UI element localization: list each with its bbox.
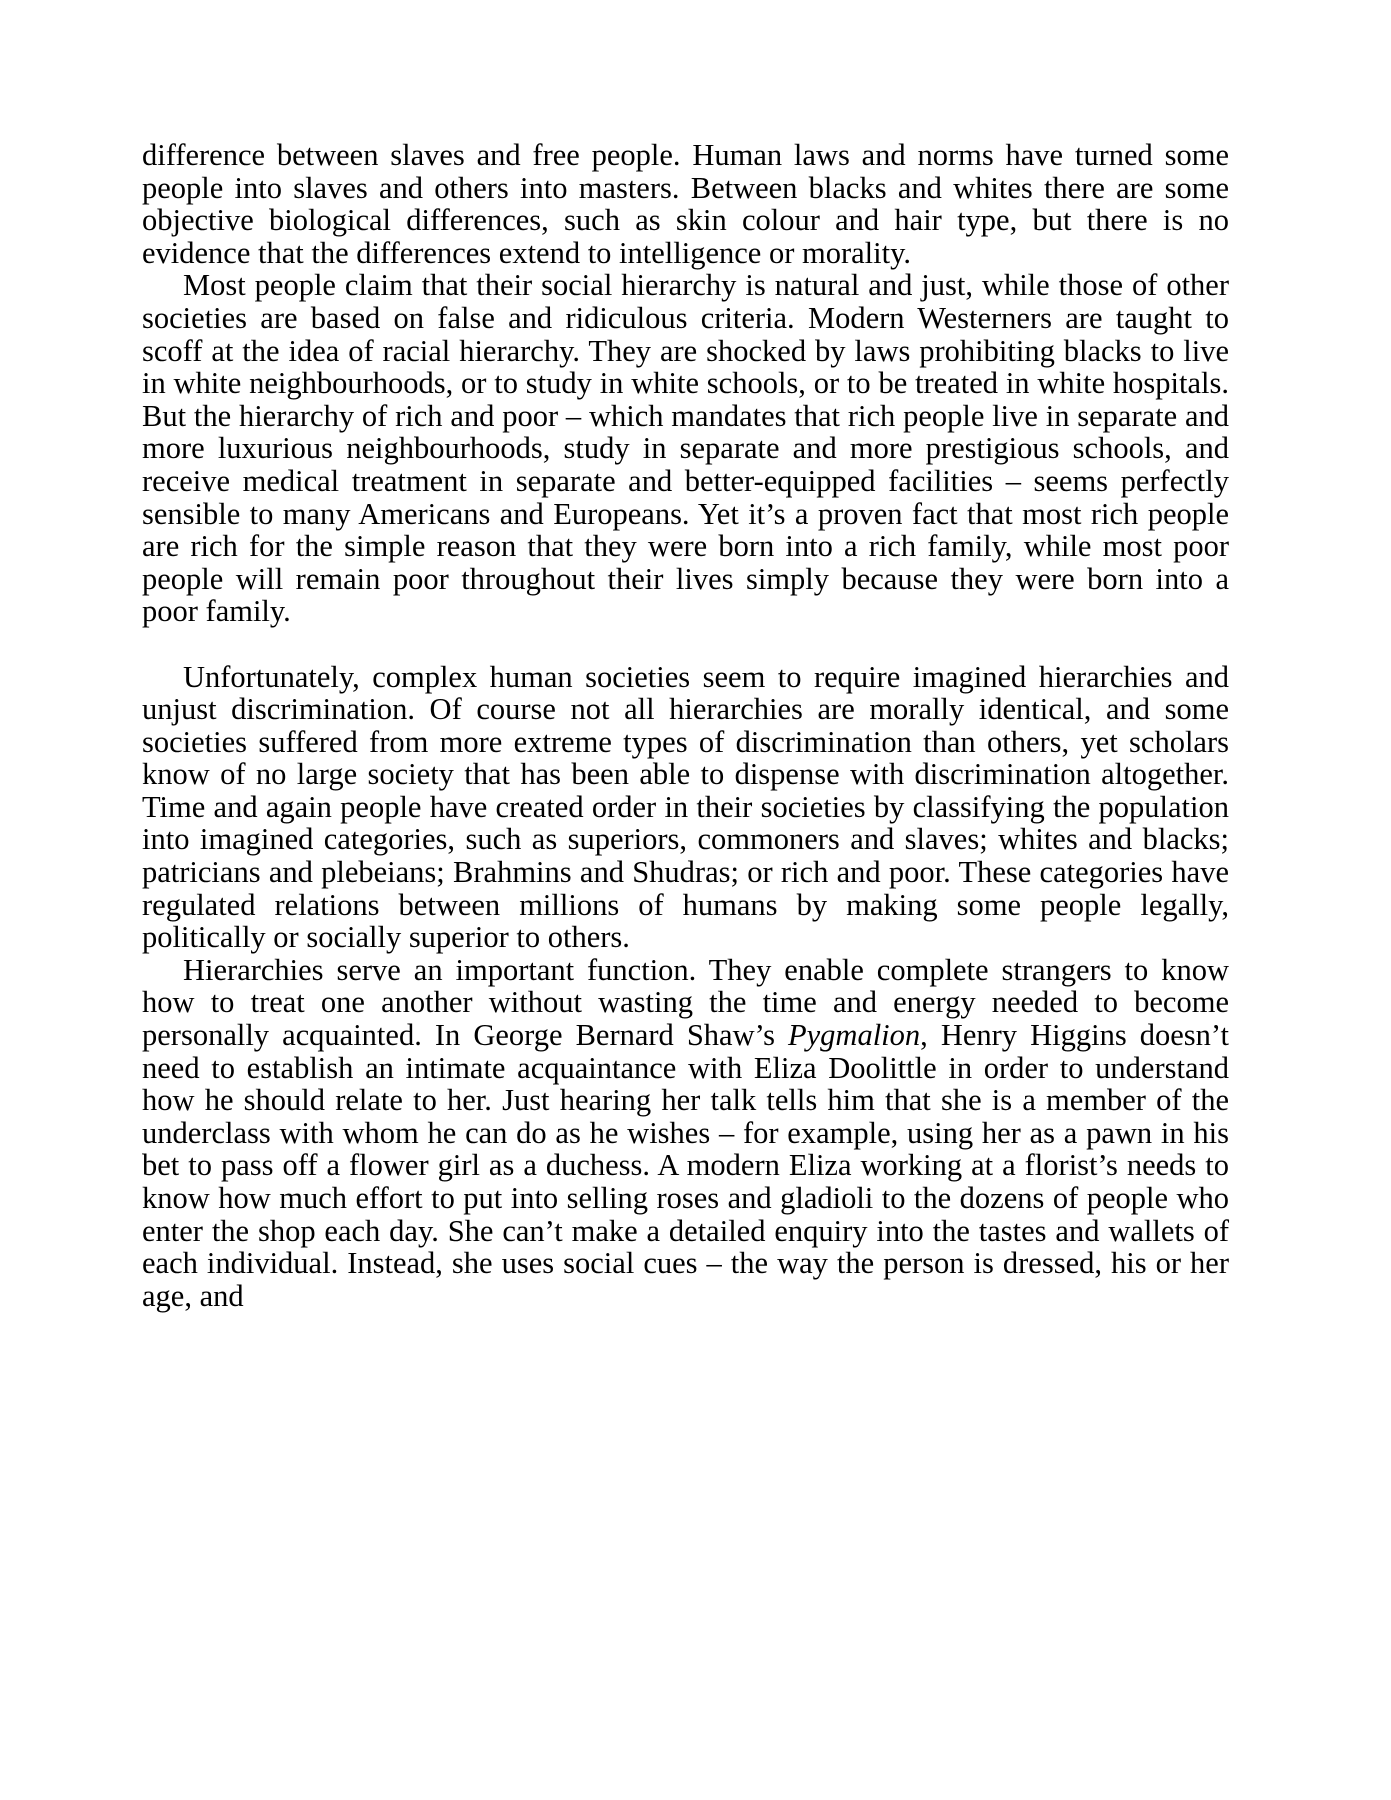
text-column (142, 139, 1229, 1312)
text-segment-roman-lead: Hierarchies serve an important function. They enable complete strangers to know how to treat one another without wasting the time and energy needed to become personally acquainted. In George Bernard Shaw’s (142, 952, 1229, 1053)
text-segment-roman-tail: , Henry Higgins doesn’t need to establish an intimate acquaintance with Eliza Doolittle in order to understand how he should relate to her. Just hearing her talk tells him that she is a member of the underclass with whom he can do as he wishes – for example, using her as a pawn in his bet to pass off a flower girl as a duchess. A modern Eliza working at a florist’s needs to know how much effort to put into selling roses and gladioli to the dozens of people who enter the shop each day. She can’t make a detailed enquiry into the tastes and wallets of each individual. Instead, she uses social cues – the way the person is dressed, his or her age, and (142, 1018, 1229, 1313)
paragraph-continuation: difference between slaves and free people. Human laws and norms have turned some people into slaves and others into masters. Between blacks and whites there are some objective biological differences, such as skin colour and hair type, but there is no evidence that the differences extend to intelligence or morality. (142, 138, 1229, 270)
paragraph-unfortunately: Unfortunately, complex human societies seem to require imagined hierarchies and unjust discrimination. Of course not all hierarchies are morally identical, and some societies suffered from more extreme types of discrimination than others, yet scholars know of no large society that has been able to dispense with discrimination altogether. Time and again people have created order in their societies by classifying the population into imagined categories, such as superiors, commoners and slaves; whites and blacks; patricians and plebeians; Brahmins and Shudras; or rich and poor. These categories have regulated relations between millions of humans by making some people legally, politically or socially superior to others. (142, 659, 1229, 955)
book-title-pygmalion: Pygmalion (788, 1018, 921, 1053)
paragraph-hierarchies-serve (142, 954, 1229, 1313)
paragraph-most-people: Most people claim that their social hierarchy is natural and just, while those of other societies are based on false and ridiculous criteria. Modern Westerners are taught to scoff at the idea of racial hierarchy. They are shocked by laws prohibiting blacks to live in white neighbourhoods, or to study in white schools, or to be treated in white hospitals. But the hierarchy of rich and poor – which mandates that rich people live in separate and more luxurious neighbourhoods, study in separate and more prestigious schools, and receive medical treatment in separate and better-equipped facilities – seems perfectly sensible to many Americans and Europeans. Yet it’s a proven fact that most rich people are rich for the simple reason that they were born into a rich family, while most poor people will remain poor throughout their lives simply because they were born into a poor family. (142, 268, 1229, 629)
